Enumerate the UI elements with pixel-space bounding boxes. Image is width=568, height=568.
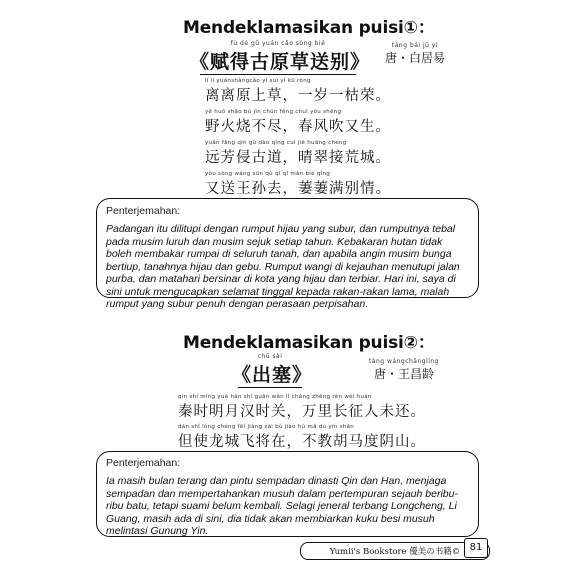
verse-pinyin: yòu sòng wáng sūn qù qī qī mǎn bié qíng <box>205 171 331 177</box>
section1-author: 唐・白居易 <box>384 51 445 65</box>
section1-title-underline <box>200 74 356 75</box>
section1-poem-title: 《赋得古原草送别》 <box>190 51 371 73</box>
section1-verse-3 <box>205 140 391 167</box>
section1-verse-4 <box>205 171 391 198</box>
section1-translation-box <box>96 198 479 310</box>
section1-author-pinyin: táng bái jū yì <box>391 42 439 49</box>
section1-verse-2 <box>205 109 391 136</box>
translation-text: Padangan itu dilitupi dengan rumput hijau yang subur, dan rumputnya tebal pada musim luruh dan musim sejuk setiap tahun. Kebakaran hutan tidak boleh membakar rumpai di seluruh tanah, dan apabila angin musim bunga bertiup, tanahnya hijau dan gebu. Rumput wangi di kejauhan menutupi jalan purba, dan matahari bersinar di kota yang hijau dan terbiar. Hari ini, saya di sini untuk mengucapkan selamat tinggal kepada rakan-rakan lama, malah rumput yang subur penuh dengan perasaan perpisahan. <box>106 223 460 310</box>
verse-text: 野火烧不尽，春风吹又生。 <box>205 119 391 135</box>
translation-text: Ia masih bulan terang dan pintu sempadan dinasti Qin dan Han, menjaga sempadan dan mempertahankan musuh dalam pertempuran sejauh beribu-ribu batu, tetapi suami belum kembali. Selagi jeneral terbang Longcheng, Li Guang, masih ada di sini, dia tidak akan membiarkan kuku besi musuh melintasi Gunung Yin. <box>106 475 458 537</box>
section2-author: 唐・王昌龄 <box>373 367 434 381</box>
verse-pinyin: dàn shǐ lóng chéng fēi jiàng zài bú jiào hú mǎ dù yīn shān <box>178 424 355 430</box>
section2-poem-title: 《出塞》 <box>232 364 313 386</box>
verse-text: 但使龙城飞将在，不教胡马度阴山。 <box>178 434 426 450</box>
verse-pinyin: qín shí míng yuè hàn shí guān wàn lǐ cháng zhēng rén wèi huán <box>178 394 372 400</box>
verse-pinyin: yuǎn fāng qīn gǔ dào qíng cuì jiē huāng chéng <box>205 140 347 146</box>
section2-title-pinyin: chū sài <box>257 353 283 360</box>
section1-title-block <box>190 40 371 75</box>
verse-text: 离离原上草，一岁一枯荣。 <box>205 88 391 104</box>
verse-pinyin: yě huǒ shāo bú jìn chūn fēng chuī yòu shēng <box>205 109 342 115</box>
section2-verse-1 <box>178 394 426 421</box>
footer-brand-plate <box>300 542 490 560</box>
section2-author-pinyin: táng wángchānglíng <box>368 358 440 365</box>
verse-text: 秦时明月汉时关，万里长征人未还。 <box>178 404 426 420</box>
section2-heading: Mendeklamasikan puisi②： <box>183 333 435 353</box>
section1-author-block <box>380 42 450 66</box>
translation-label: Penterjemahan: <box>106 457 181 469</box>
verse-text: 又送王孙去，萋萋满别情。 <box>205 181 391 197</box>
section2-author-block <box>364 358 444 382</box>
section2-title-underline <box>238 387 302 388</box>
section1-heading: Mendeklamasikan puisi①： <box>183 18 435 38</box>
verse-pinyin: lí lí yuánshàngcǎo yí suì yì kū róng <box>205 78 311 84</box>
page-number: 81 <box>464 538 488 558</box>
section1-title-pinyin: fù dé gǔ yuán cǎo sòng bié <box>230 40 326 47</box>
section2-translation-box <box>96 451 479 537</box>
section2-verse-2 <box>178 424 426 451</box>
section2-title-block <box>232 353 313 388</box>
verse-text: 远芳侵古道，晴翠接荒城。 <box>205 150 391 166</box>
section1-verse-1 <box>205 78 391 105</box>
footer-brand: Yumii's Bookstore 優美の书籍© <box>329 547 461 557</box>
translation-label: Penterjemahan: <box>106 205 181 217</box>
